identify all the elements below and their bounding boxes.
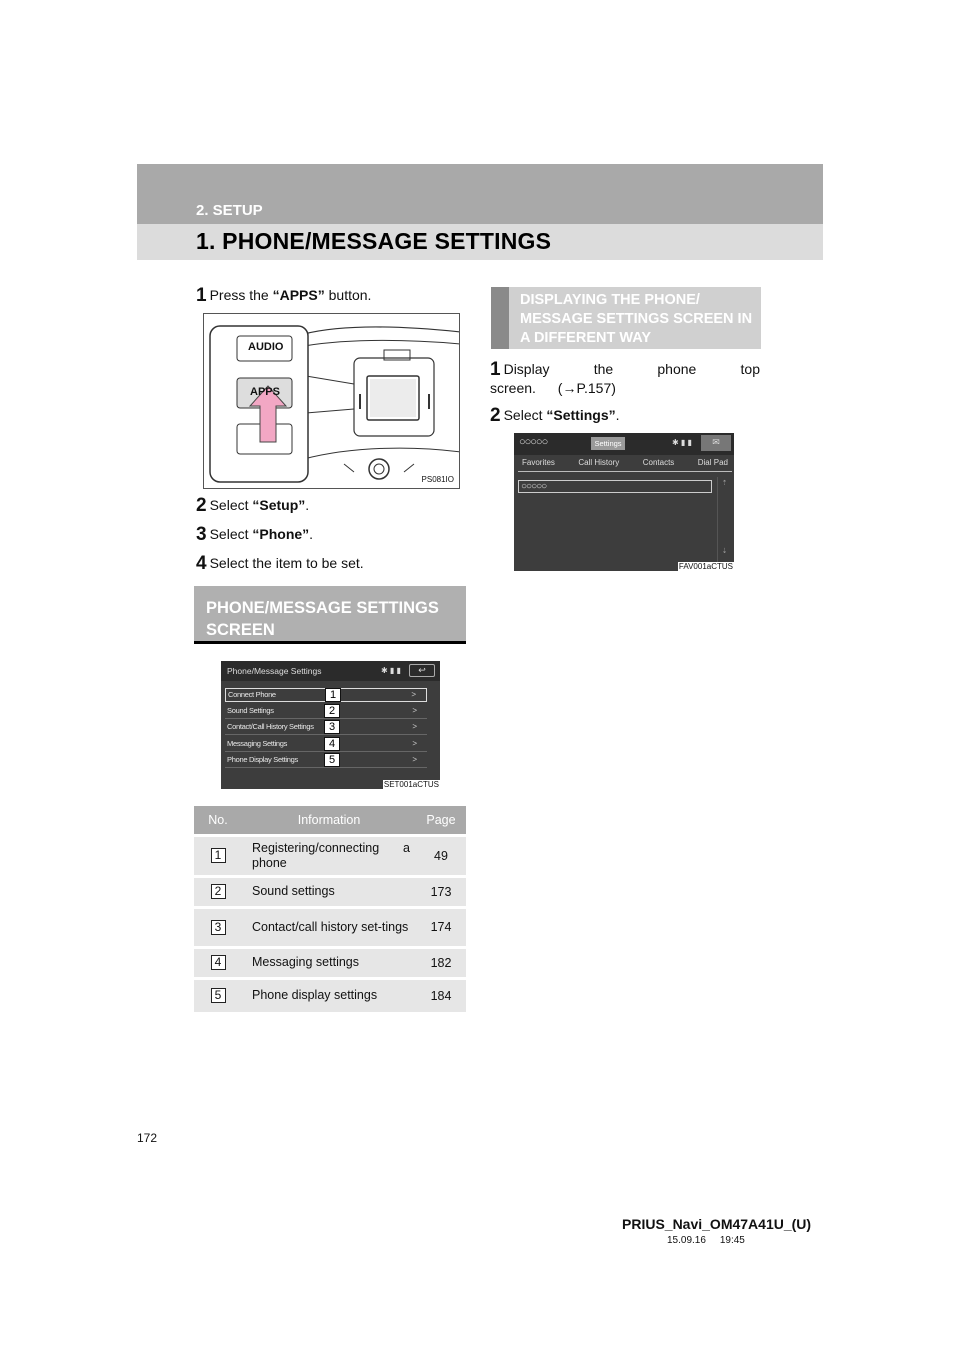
apps-button-figure bbox=[203, 313, 460, 489]
settings-screen-subhead: PHONE/MESSAGE SETTINGS SCREEN bbox=[194, 586, 466, 644]
step-bold: “APPS” bbox=[272, 287, 325, 303]
alternate-method-subhead: DISPLAYING THE PHONE/ MESSAGE SETTINGS SCREEN IN A DIFFERENT WAY bbox=[491, 287, 761, 349]
row-page: 182 bbox=[416, 947, 466, 978]
scroll-down-icon[interactable]: ⇣ bbox=[721, 548, 728, 555]
step-number: 1 bbox=[490, 359, 501, 380]
back-icon[interactable]: ↩ bbox=[409, 664, 435, 677]
column-header: Information bbox=[242, 806, 416, 835]
settings-item-label: Sound Settings bbox=[227, 705, 274, 715]
scrollbar[interactable] bbox=[717, 477, 731, 563]
step-text: Press the bbox=[209, 287, 273, 303]
table-row bbox=[194, 876, 466, 907]
item-number-callout: 2 bbox=[324, 704, 340, 718]
step-text: Select bbox=[209, 526, 253, 542]
row-number-cell bbox=[194, 978, 242, 1012]
table-row bbox=[194, 907, 466, 947]
section-label: 2. SETUP bbox=[196, 202, 263, 219]
row-info: Phone display settings bbox=[242, 978, 416, 1012]
row-number: 5 bbox=[211, 988, 226, 1003]
page-title: 1. PHONE/MESSAGE SETTINGS bbox=[196, 228, 552, 254]
phone-message-settings-screen bbox=[221, 661, 440, 789]
row-info: Messaging settings bbox=[242, 947, 416, 978]
table-row bbox=[194, 947, 466, 978]
settings-button[interactable]: Settings bbox=[591, 437, 625, 450]
chevron-right-icon: > bbox=[412, 738, 417, 748]
step-bold: “Setup” bbox=[252, 497, 306, 513]
step-3 bbox=[196, 525, 313, 544]
item-number-callout: 4 bbox=[324, 737, 340, 751]
step-number: 2 bbox=[196, 495, 207, 516]
row-number-cell bbox=[194, 947, 242, 978]
row-info: Contact/call history set-tings bbox=[242, 907, 416, 947]
message-icon[interactable]: ✉ bbox=[701, 435, 731, 451]
settings-list-item[interactable] bbox=[225, 688, 427, 702]
step-text: Display the phone top screen. (→P.157) bbox=[490, 361, 760, 396]
tab-call-history[interactable]: Call History bbox=[578, 458, 620, 467]
settings-info-table bbox=[194, 806, 466, 1012]
settings-list-item[interactable] bbox=[225, 705, 427, 719]
step-number: 3 bbox=[196, 524, 207, 545]
step-4 bbox=[196, 554, 364, 573]
scroll-up-icon[interactable]: ⇡ bbox=[721, 480, 728, 487]
right-step-1 bbox=[490, 360, 760, 398]
print-date: 15.09.16 19:45 bbox=[667, 1235, 745, 1246]
tab-dial-pad[interactable]: Dial Pad bbox=[697, 458, 728, 467]
row-number: 1 bbox=[211, 848, 226, 863]
row-number-cell bbox=[194, 907, 242, 947]
chevron-right-icon: > bbox=[411, 690, 416, 699]
status-icons: ✱ ▮ ▮ bbox=[381, 666, 401, 675]
row-page: 173 bbox=[416, 876, 466, 907]
document-id: PRIUS_Navi_OM47A41U_(U) bbox=[622, 1216, 812, 1232]
right-step-2 bbox=[490, 406, 620, 425]
chevron-right-icon: > bbox=[412, 705, 417, 715]
row-page: 184 bbox=[416, 978, 466, 1012]
chevron-right-icon: > bbox=[412, 722, 417, 731]
row-number: 2 bbox=[211, 884, 226, 899]
settings-item-label: Connect Phone bbox=[228, 690, 276, 699]
status-icons: ✱ ▮ ▮ bbox=[672, 438, 692, 447]
settings-list-item[interactable] bbox=[225, 721, 427, 735]
contact-name: ○○○○○ bbox=[519, 436, 548, 448]
step-text: button. bbox=[324, 287, 372, 303]
list-item[interactable]: ○○○○○ bbox=[518, 480, 712, 493]
phone-top-screen bbox=[514, 433, 734, 571]
row-number-cell bbox=[194, 876, 242, 907]
screen-title: Phone/Message Settings bbox=[227, 666, 322, 676]
page-number: 172 bbox=[137, 1131, 158, 1145]
step-number: 2 bbox=[490, 405, 501, 426]
step-number: 1 bbox=[196, 285, 207, 306]
screen-caption: FAV001aCTUS bbox=[678, 562, 733, 571]
row-page: 49 bbox=[416, 835, 466, 876]
row-page: 174 bbox=[416, 907, 466, 947]
table-header-row bbox=[194, 806, 466, 835]
apps-button-label: APPS bbox=[250, 386, 280, 398]
step-text: . bbox=[305, 497, 310, 513]
screen-caption: SET001aCTUS bbox=[383, 780, 439, 789]
step-bold: “Phone” bbox=[252, 526, 310, 542]
step-text: Select the item to be set. bbox=[209, 555, 364, 571]
settings-item-label: Messaging Settings bbox=[227, 738, 288, 748]
step-1 bbox=[196, 286, 371, 305]
row-info: Registering/connecting a phone bbox=[242, 835, 416, 876]
item-number-callout: 5 bbox=[324, 753, 340, 767]
column-header: Page bbox=[416, 806, 466, 835]
table-row bbox=[194, 978, 466, 1012]
row-number: 4 bbox=[211, 955, 226, 970]
row-info: Sound settings bbox=[242, 876, 416, 907]
step-text: Select bbox=[503, 407, 547, 423]
phone-tabs bbox=[518, 458, 732, 472]
step-2 bbox=[196, 496, 309, 515]
settings-list-item[interactable] bbox=[225, 754, 427, 768]
step-text: Select bbox=[209, 497, 253, 513]
row-number-cell bbox=[194, 835, 242, 876]
item-number-callout: 1 bbox=[325, 688, 341, 702]
step-text: . bbox=[309, 526, 314, 542]
settings-list-item[interactable] bbox=[225, 738, 427, 752]
tab-favorites[interactable]: Favorites bbox=[522, 458, 555, 467]
settings-item-label: Contact/Call History Settings bbox=[227, 722, 314, 731]
step-bold: “Settings” bbox=[546, 407, 616, 423]
column-header: No. bbox=[194, 806, 242, 835]
item-number-callout: 3 bbox=[324, 720, 340, 734]
dashboard-illustration bbox=[204, 314, 460, 489]
chevron-right-icon: > bbox=[412, 755, 417, 764]
figure-caption: PS081IO bbox=[421, 475, 454, 484]
tab-contacts[interactable]: Contacts bbox=[642, 458, 675, 467]
table-row bbox=[194, 835, 466, 876]
step-number: 4 bbox=[196, 553, 207, 574]
step-text: . bbox=[615, 407, 620, 423]
row-number: 3 bbox=[211, 920, 226, 935]
audio-button-label: AUDIO bbox=[248, 341, 284, 353]
settings-item-label: Phone Display Settings bbox=[227, 755, 298, 764]
